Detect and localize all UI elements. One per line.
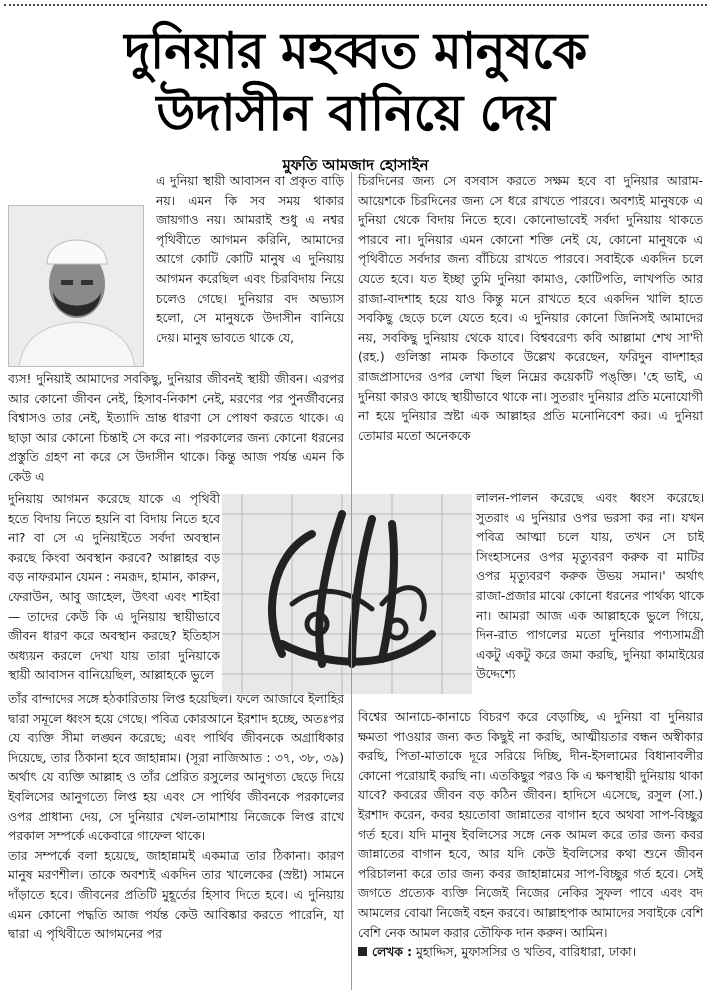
paragraph-wrap-right: লালন-পালন করেছে এবং ধ্বংস করেছে। সুতরাং এ দুনিয়ার ওপর ভরসা কর না। যখন পবিত্র আত্মা চলে যায়, তখন সে চাই সিংহাসনের ওপর মৃত্যুবরণ করুক বা মাটির ওপর মৃত্যুবরণ করুক উভয় সমান।' অর্থাৎ রাজা-প্রজার মাঝে কোনো ধরনের পার্থক্য থাকে না। আমরা আজ এক আল্লাহকে ভুলে গিয়ে, দিন-রাত পাগলের মতো দুনিয়ার পণ্যসামগ্রী একটু একটু করে জমা করছি, দুনিয়া কামাইয়ের উদ্দেশ্যে xyxy=(476,491,704,682)
headline xyxy=(20,20,691,144)
column-divider xyxy=(351,172,352,990)
byline-label: লেখক : xyxy=(372,945,413,960)
column-1-wrap xyxy=(8,490,220,686)
paragraph-bottom-left: তাঁর বান্দাদের সঙ্গে হঠকারিতায় লিপ্ত হয়েছিল। ফলে আজাবে ইলাহির দ্বারা সমূলে ধ্বংস হয়ে গেছে। পবিত্র কোরআনে ইরশাদ হচ্ছে, অতঃপর যে ব্যক্তি সীমা লঙ্ঘন করেছে; এবং পার্থিব জীবনকে অগ্রাধিকার দিয়েছে, তার ঠিকানা হবে জাহান্নাম। (সূরা নাজিআত : ৩৭, ৩৮, ৩৯) অর্থাৎ যে ব্যক্তি আল্লাহ ও তাঁর প্রেরিত রসুলের আনুগত্য ছেড়ে দিয়ে ইবলিসের আনুগত্যে লিপ্ত হয় এবং সে পার্থিব জীবনকে পরকালের ওপর প্রাধান্য দেয়, সে দুনিয়ার খেল-তামাশায় নিজেকে লিপ্ত রাখে পরকাল সম্পর্কে একেবারে গাফেল থাকে। xyxy=(8,692,344,844)
paragraph-3: চিরদিনের জন্য সে বসবাস করতে সক্ষম হবে বা দুনিয়ার আরাম-আয়েশকে চিরদিনের জন্য সে ধরে রাখতে পারবে। অবশ্যই মানুষকে এ দুনিয়া থেকে বিদায় নিতে হবে। কোনোভাবেই সর্বদা দুনিয়ায় থাকতে পারবে না। দুনিয়ার এমন কোনো শক্তি নেই যে, কোনো মানুষকে এ পৃথিবীতে সর্বদার জন্য বাঁচিয়ে রাখতে পারবে। সবাইকে একদিন চলে যেতে হবে। যত ইচ্ছা তুমি দুনিয়া কামাও, কোটিপতি, লাখপতি আর রাজা-বাদশাহ হয়ে যাও কিন্তু মনে রাখতে হবে একদিন খালি হাতে সবকিছু ছেড়ে চলে যেতে হবে। এ দুনিয়ার কোনো জিনিসই আমাদের নয়, সবকিছু দুনিয়ায় থেকে যাবে। বিশ্ববরেণ্য কবি আল্লামা শেখ সা'দী (রহ.) গুলিস্তা নামক কিতাবে উল্লেখ করেছেন, ফরিদুন বাদশাহর রাজপ্রাসাদের ওপর লেখা ছিল নিম্নের কয়েকটি পঙ্‌ক্তি। 'হে ভাই, এ দুনিয়া কারও কাছে স্থায়ীভাবে থাকে না। সুতরাং দুনিয়ার প্রতি মনোযোগী না হয়ে দুনিয়ার স্রষ্টা এক আল্লাহর প্রতি মনোনিবেশ কর। এ দুনিয়া তোমার মতো অনেককে xyxy=(358,174,703,443)
column-2-bottom xyxy=(358,708,703,992)
headline-line-2: উদাসীন বানিয়ে দেয় xyxy=(156,84,555,142)
square-bullet-icon xyxy=(358,947,367,956)
column-1-intro xyxy=(156,172,344,368)
arabic-calligraphy-image xyxy=(222,494,472,694)
column-2-top xyxy=(358,172,703,482)
column-2-wrap xyxy=(476,489,704,705)
byline xyxy=(358,943,703,963)
author-name: মুফতি আমজাদ হোসাইন xyxy=(282,156,429,174)
column-1-middle xyxy=(8,370,344,488)
byline-text: মুহাদ্দিস, মুফাসসির ও খতিব, বারিধারা, ঢাকা। xyxy=(415,945,637,960)
top-dotted-rule xyxy=(4,4,707,6)
paragraph-bottom-right: বিশ্বের আনাচে-কানাচে বিচরণ করে বেড়াচ্ছি, এ দুনিয়া বা দুনিয়ার ক্ষমতা পাওয়ার জন্য কত কিছুই না করছি, আত্মীয়তার বন্ধন অস্বীকার করছি, পিতা-মাতাকে দূরে সরিয়ে দিচ্ছি, দীন-ইসলামের বিধানাবলীর কোনো পরোয়াই করছি না। এতকিছুর পরও কি এ ক্ষণস্থায়ী দুনিয়ায় থাকা যাবে? কবরের জীবন বড় কঠিন জীবন। হাদিসে এসেছে, রসুল (সা.) ইরশাদ করেন, কবর হয়তোবা জান্নাতের বাগান হবে অথবা সাপ-বিচ্ছুর গর্ত হবে। যদি মানুষ ইবলিসের সঙ্গে নেক আমল করে তার জন্য কবর জান্নাতের বাগান হবে, আর যদি কেউ ইবলিসের কথা শুনে জীবন পরিচালনা করে তার জন্য কবর জাহান্নামের সাপ-বিচ্ছুর গর্ত হবে। সেই জগতে প্রত্যেক ব্যক্তি নিজেই নিজের নেকির সুফল পাবে এবং বদ আমলের বোঝা নিজেই বহন করবে। আল্লাহপাক আমাদের সবাইকে বেশি বেশি নেক আমল করার তৌফিক দান করুন। আমিন। xyxy=(358,710,703,940)
author-photo xyxy=(8,205,144,367)
paragraph-wrap-left: দুনিয়ায় আগমন করেছে যাকে এ পৃথিবী হতে বিদায় নিতে হয়নি বা বিদায় নিতে হবে না? বা সে এ দুনিয়াইতে সর্বদা অবস্থান করছে কিংবা অবস্থান করবে? আল্লাহর বড় বড় নাফরমান যেমন : নমরূদ, হামান, কারুন, ফেরাউন, আবু জাহেল, উৎবা এবং শাইবা— তাদের কেউ কি এ দুনিয়ায় স্থায়ীভাবে জীবন ধারণ করে অবস্থান করছে? ইতিহাস অধ্যয়ন করলে দেখা যায় তারা দুনিয়াকে স্থায়ী আবাসন বানিয়েছিল, আল্লাহকে ভুলে xyxy=(8,492,220,683)
paragraph-2: তার সম্পর্কে বলা হয়েছে, জাহান্নামই একমাত্র তার ঠিকানা। কারণ মানুষ মরণশীল। তাকে অবশ্যই একদিন তার খালেকের (স্রষ্টা) সামনে দাঁড়াতে হবে। জীবনের প্রতিটি মুহূর্তের হিসাব দিতে হবে। এ দুনিয়ায় এমন কোনো পদ্ধতি আজ পর্যন্ত কেউ আবিষ্কার করতে পারেনি, যা দ্বারা এ পৃথিবীতে আগমনের পর xyxy=(8,848,344,942)
paragraph-intro: এ দুনিয়া স্থায়ী আবাসন বা প্রকৃত বাড়ি নয়। এমন কি সব সময় থাকার জায়গাও নয়। আমরাই শুধু এ নশ্বর পৃথিবীতে আগমন করিনি, আমাদের আগে কোটি কোটি মানুষ এ দুনিয়ায় আগমন করেছিল এবং চিরবিদায় নিয়ে চলেও গেছে। দুনিয়ার বদ অভ্যাস হলো, সে মানুষকে উদাসীন বানিয়ে দেয়। মানুষ ভাবতে থাকে যে, xyxy=(156,174,344,345)
paragraph-continued: ব্যস! দুনিয়াই আমাদের সবকিছু, দুনিয়ার জীবনই স্থায়ী জীবন। এরপর আর কোনো জীবন নেই, হিসাব-নিকাশ নেই, মরণের পর পুনর্জীবনের বিশ্বাসও তার নেই, ইত্যাদি ভ্রান্ত ধারণা সে পোষণ করতে থাকে। এ ছাড়া আর কোনো চিন্তাই সে করে না। পরকালের জন্য কোনো ধরনের প্রস্তুতি গ্রহণ না করে সে উদাসীন থাকে। কিন্তু আজ পর্যন্ত এমন কি কেউ এ xyxy=(8,372,344,484)
headline-line-1: দুনিয়ার মহব্বত মানুষকে xyxy=(124,22,587,80)
column-1-bottom xyxy=(8,690,344,990)
